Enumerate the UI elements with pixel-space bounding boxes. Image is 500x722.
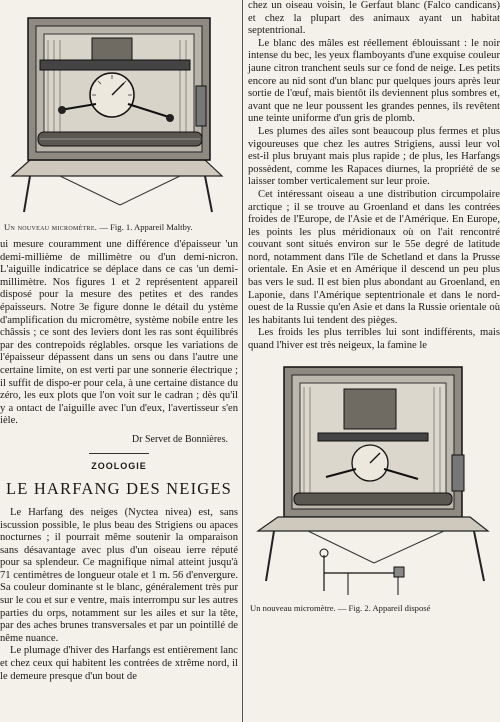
micrometer-figure-2 [248, 359, 500, 603]
males-plumage-paragraph: Le blanc des mâles est réellement éblouissant : le noir intense du bec, les yeux flamboyants d'une exquise couleur jaune citron tranchent seuls sur ce fond de neige. Les petits encore au nid sont d'un blanc pur quelques jours après leur sortie de l'œuf, mais bientôt ils deviennent plus sombres et, avant que ne leur poussent les grandes pennes, ils revêtent une teinte uniforme d'un gris de plomb. [248, 37, 500, 125]
column-rule [242, 0, 243, 722]
micrometer-paragraph: ui mesure couramment une différence d'épaisseur 'un demi-millième de millimètre ou d'un demi-nicron. L'aiguille indicatrice se déplace dans ce cas 'un demi-millimètre. Nos figures 1 et 2 représentent appareil disposé pour la mesure des petites et des randes épaisseurs. Notre 3e figure donne le détail du ystème d'amplification du micromètre, système nobile entre les châssis ; ce sont des leviers dont les ras sont équilibrés par des contrepoids réglables. orsque les variations de l'épaisseur dépassent dans un sens ou dans l'autre une certaine limite, on est verti par une sonnerie électrique ; il suffit de dispo-er pour cela, à une certaine distance du zéro, les eux plots que l'on voit sur le cadran ; dès qu'il y a ontact de l'aiguille avec l'un d'eux, l'avertisseur s'en ièle. [0, 239, 238, 427]
right-column [248, 0, 500, 614]
harfang-plumage-paragraph: Le plumage d'hiver des Harfangs est entièrement lanc et chez ceux qui habitent les contrées de xtrême nord, il le demeure presque d'un bout de [0, 645, 238, 682]
distribution-paragraph: Cet intéressant oiseau a une distribution circumpolaire arctique ; il se trouve au Groenland et dans les contrées froides de l'Europe, de l'Asie et de l'Amérique. En Europe, les points les plus méridionaux où on l'ait rencontré couvant sont situés environ sur le 55e degré de latitude nord, notamment dans l'île de Schetland et dans la Prusse orientale. En Asie et en Amérique il descend un peu plus bas vers le sud. Il est bien plus abondant au Groenland, en Laponie, dans l'Amérique septentrionale et dans le nord-ouest de la Russie qu'en Asie et dans la Russie orientale où les habitants lui tendent des pièges. [248, 188, 500, 326]
harfang-intro-paragraph: Le Harfang des neiges (Nyctea nivea) est, sans iscussion possible, le plus beau des Strigiens ou apaces nocturnes ; il pourrait même soutenir la omparaison sans désavantage avec plus d'un oiseau ierre réputé pour sa splendeur. Ce magnifique nimal atteint jusqu'à 71 centimètres de longueur otale et 1 m. 56 d'envergure. Sa couleur dominante st le blanc, généralement très pur sur le cou et sur e ventre, mais interrompu sur les autres parties du orps, notamment sur les ailes et sur la tête, par des aches brunes transversales et par un pointillé de nême nuance. [0, 506, 238, 644]
figure-1-caption [4, 222, 238, 233]
section-divider [89, 453, 149, 454]
micrometer-figure-1 [0, 0, 238, 218]
section-label: ZOOLOGIE [91, 460, 147, 471]
figure-2-caption: Un nouveau micromètre. — Fig. 2. Appareil disposé [250, 602, 431, 613]
left-column [0, 0, 238, 683]
continued-paragraph: chez un oiseau voisin, le Gerfaut blanc (Falco candicans) et chez la plupart des animaux ayant un habitat septentrional. [248, 0, 500, 37]
author-signature: Dr Servet de Bonnières. [131, 433, 228, 445]
wings-paragraph: Les plumes des ailes sont beaucoup plus fermes et plus vigoureuses que chez les autres Strigiens, aussi leur vol est-il plus bruyant mais plus rapide ; de plus, les Harfangs possèdent, comme les Rapaces diurnes, la propriété de se laisser tomber verticalement sur leur proie. [248, 125, 500, 188]
article-headline: LE HARFANG DES NEIGES [5, 478, 233, 498]
figure-1-caption-rest: — Fig. 1. Appareil Maltby. [97, 222, 193, 232]
figure-1-caption-lead: Un nouveau micromètre. [4, 222, 98, 232]
cold-paragraph: Les froids les plus terribles lui sont indifférents, mais quand l'hiver est très neigeux, la famine le [248, 327, 500, 352]
